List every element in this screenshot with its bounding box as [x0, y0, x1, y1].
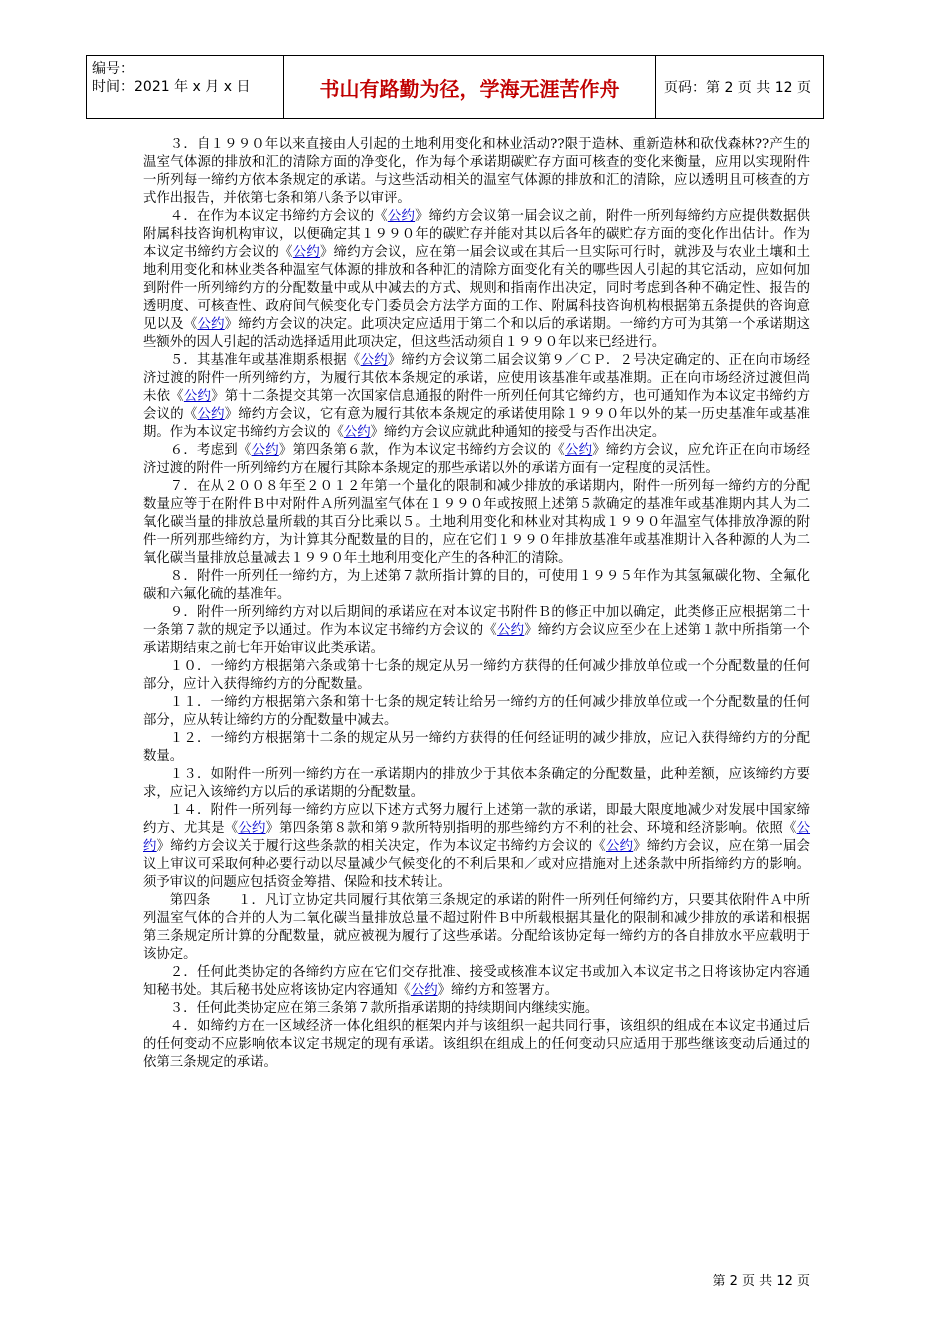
paragraph-text: １０．一缔约方根据第六条或第十七条的规定从另一缔约方获得的任何减少排放单位或一个分配数量的任何部分，应计入获得缔约方的分配数量。 — [143, 659, 810, 692]
paragraph-text: 》缔约方会议应至少在上述第１款中所指第一个承诺期结束之前七年开始审议此类承诺。 — [143, 623, 811, 656]
convention-link[interactable]: 公约 — [410, 983, 438, 998]
paragraph-text: １１．一缔约方根据第六条和第十七条的规定转让给另一缔约方的任何减少排放单位或一个分配数量的任何部分，应从转让缔约方的分配数量中减去。 — [143, 695, 810, 728]
header-page-indicator: 页码：第 2 页 共 12 页 — [664, 80, 811, 96]
convention-link[interactable]: 公约 — [564, 443, 593, 458]
paragraph-text: ３．任何此类协定应在第三条第７款所指承诺期的持续期间内继续实施。 — [169, 1001, 599, 1016]
convention-link[interactable]: 公约 — [197, 317, 225, 332]
page-footer: 第 2 页 共 12 页 — [712, 1274, 810, 1289]
paragraph-text: ８．附件一所列任一缔约方，为上述第７款所指计算的目的，可使用１９９５年作为其氢氟碳化物、全氟化碳和六氟化硫的基准年。 — [143, 569, 810, 602]
paragraph-text: 》缔约方会议，它有意为履行其依本条规定的承诺使用除１９９０年以外的某一历史基准年或基准期。作为本议定书缔约方会议的《 — [143, 407, 810, 440]
header-motto: 书山有路勤为径，学海无涯苦作舟 — [284, 56, 656, 118]
paragraph-text: ５．其基准年或基准期系根据《 — [169, 353, 361, 368]
body-paragraph — [143, 136, 810, 208]
paragraph-text: ４．在作为本议定书缔约方会议的《 — [169, 209, 388, 224]
paragraph-text: ６．考虑到《 — [169, 443, 252, 458]
body-paragraph — [143, 1000, 810, 1018]
convention-link[interactable]: 公约 — [387, 209, 416, 224]
paragraph-text: ３．自１９９０年以来直接由人引起的土地利用变化和林业活动??限于造林、重新造林和砍伐森林??产生的温室气体源的排放和汇的清除方面的净变化，作为每个承诺期碳贮存方面可核查的变化来衡量，应用以实现附件一所列每一缔约方依本条规定的承诺。与这些活动相关的温室气体源的排放和汇的清除，应以透明且可核查的方式作出报告，并依第七条和第八条予以审评。 — [143, 137, 810, 206]
body-paragraph — [143, 802, 810, 892]
body-paragraph — [143, 730, 810, 766]
paragraph-text: ９．附件一所列缔约方对以后期间的承诺应在对本议定书附件Ｂ的修正中加以确定，此类修正应根据第二十一条第７款的规定予以通过。作为本议定书缔约方会议的《 — [143, 605, 810, 638]
document-date-label: 时间：2021 年 x 月 x 日 — [92, 79, 251, 95]
convention-link[interactable]: 公约 — [360, 353, 388, 368]
convention-link[interactable]: 公约 — [197, 407, 225, 422]
paragraph-text: 》缔约方会议，应在第一届会议或在其后一旦实际可行时，就涉及与农业土壤和土地利用变化和林业类各种温室气体源的排放和各种汇的清除方面变化有关的哪些因人引起的其它活动，应如何加到附件一所列缔约方的分配数量中或从中减去的方式、规则和指南作出决定，同时考虑到各种不确定性、报告的透明度、可核查性、政府间气候变化专门委员会方法学方面的工作、附属科技咨询机构根据第五条提供的咨询意见以及《 — [143, 245, 811, 332]
body-paragraph — [143, 208, 810, 352]
document-body — [143, 136, 810, 1072]
paragraph-text: 》缔约方会议的决定。此项决定应适用于第二个和以后的承诺期。一缔约方可为其第一个承诺期这些额外的因人引起的活动选择适用此项决定，但这些活动须自１９９０年以来已经进行。 — [143, 317, 810, 350]
convention-link[interactable]: 公约 — [143, 821, 811, 854]
convention-link[interactable]: 公约 — [251, 443, 279, 458]
paragraph-text: 》第十二条提交其第一次国家信息通报的附件一所列任何其它缔约方，也可通知作为本议定书缔约方会议的《 — [143, 389, 811, 422]
paragraph-text: ２．任何此类协定的各缔约方应在它们交存批准、接受或核准本议定书或加入本议定书之日将该协定内容通知秘书处。其后秘书处应将该协定内容通知《 — [143, 965, 810, 998]
body-paragraph — [143, 568, 810, 604]
body-paragraph — [143, 478, 810, 568]
body-paragraph — [143, 1018, 810, 1072]
paragraph-text: 》缔约方会议关于履行这些条款的相关决定，作为本议定书缔约方会议的《 — [156, 839, 606, 854]
body-paragraph — [143, 964, 810, 1000]
paragraph-text: 》缔约方会议第一届会议之前，附件一所列每缔约方应提供数据供附属科技咨询机构审议，以便确定其１９９０年的碳贮存并能对其以后各年的碳贮存方面的变化作出估计。作为本议定书缔约方会议的《 — [143, 209, 811, 260]
paragraph-text: 》缔约方和签署方。 — [437, 983, 559, 998]
convention-link[interactable]: 公约 — [497, 623, 525, 638]
paragraph-text: １３．如附件一所列一缔约方在一承诺期内的排放少于其依本条确定的分配数量，此种差额，应该缔约方要求，应记入该缔约方以后的承诺期的分配数量。 — [143, 767, 810, 800]
paragraph-text: 》缔约方会议，应在第一届会议上审议可采取何种必要行动以尽量减少气候变化的不利后果和／或对应措施对上述条款中所指缔约方的影响。须予审议的问题应包括资金筹措、保险和技术转让。 — [143, 839, 811, 890]
body-paragraph — [143, 604, 810, 658]
body-paragraph — [143, 892, 810, 964]
paragraph-text: １４．附件一所列每一缔约方应以下述方式努力履行上述第一款的承诺，即最大限度地减少对发展中国家缔约方、尤其是《 — [143, 803, 810, 836]
paragraph-text: ７．在从２００８年至２０１２年第一个量化的限制和减少排放的承诺期内，附件一所列每一缔约方的分配数量应等于在附件Ｂ中对附件Ａ所列温室气体在１９９０年或按照上述第５款确定的基准年或基准期内其人为二氧化碳当量的排放总量所载的其百分比乘以５。土地利用变化和林业对其构成１９９０年温室气体排放净源的附件一所列那些缔约方，为计算其分配数量的目的，应在它们１９９０年排放基准年或基准期计入各种源的人为二氧化碳当量排放总量减去１９９０年土地利用变化产生的各种汇的清除。 — [143, 479, 810, 566]
paragraph-text: 第四条 １．凡订立协定共同履行其依第三条规定的承诺的附件一所列任何缔约方，只要其依附件Ａ中所列温室气体的合并的人为二氧化碳当量排放总量不超过附件Ｂ中所载根据其量化的限制和减少排放的承诺和根据第三条规定所计算的分配数量，就应被视为履行了这些承诺。分配给该协定每一缔约方的各自排放水平应载明于该协定。 — [143, 893, 810, 962]
page-header — [86, 55, 824, 119]
convention-link[interactable]: 公约 — [292, 245, 321, 260]
convention-link[interactable]: 公约 — [183, 389, 212, 404]
convention-link[interactable]: 公约 — [238, 821, 266, 836]
paragraph-text: 》缔约方会议，应允许正在向市场经济过渡的附件一所列缔约方在履行其除本条规定的那些承诺以外的承诺方面有一定程度的灵活性。 — [143, 443, 811, 476]
document-number-label: 编号： — [92, 61, 134, 77]
body-paragraph — [143, 442, 810, 478]
paragraph-text: 》第四条第６款，作为本议定书缔约方会议的《 — [278, 443, 565, 458]
paragraph-text: 》第四条第８款和第９款所特别指明的那些缔约方不利的社会、环境和经济影响。依照《 — [265, 821, 797, 836]
paragraph-text: 》缔约方会议第二届会议第９／ＣＰ．２号决定确定的、正在向市场经济过渡的附件一所列缔约方，为履行其依本条规定的承诺，应使用该基准年或基准期。正在向市场经济过渡但尚未依《 — [143, 353, 811, 404]
convention-link[interactable]: 公约 — [605, 839, 634, 854]
body-paragraph — [143, 766, 810, 802]
body-paragraph — [143, 694, 810, 730]
convention-link[interactable]: 公约 — [343, 425, 371, 440]
paragraph-text: ４．如缔约方在一区域经济一体化组织的框架内并与该组织一起共同行事，该组织的组成在本议定书通过后的任何变动不应影响依本议定书规定的现有承诺。该组织在组成上的任何变动只应适用于那些继该变动后通过的依第三条规定的承诺。 — [143, 1019, 810, 1070]
body-paragraph — [143, 352, 810, 442]
header-meta — [87, 56, 284, 118]
body-paragraph — [143, 658, 810, 694]
paragraph-text: １２．一缔约方根据第十二条的规定从另一缔约方获得的任何经证明的减少排放，应记入获得缔约方的分配数量。 — [143, 731, 810, 764]
paragraph-text: 》缔约方会议应就此种通知的接受与否作出决定。 — [370, 425, 666, 440]
